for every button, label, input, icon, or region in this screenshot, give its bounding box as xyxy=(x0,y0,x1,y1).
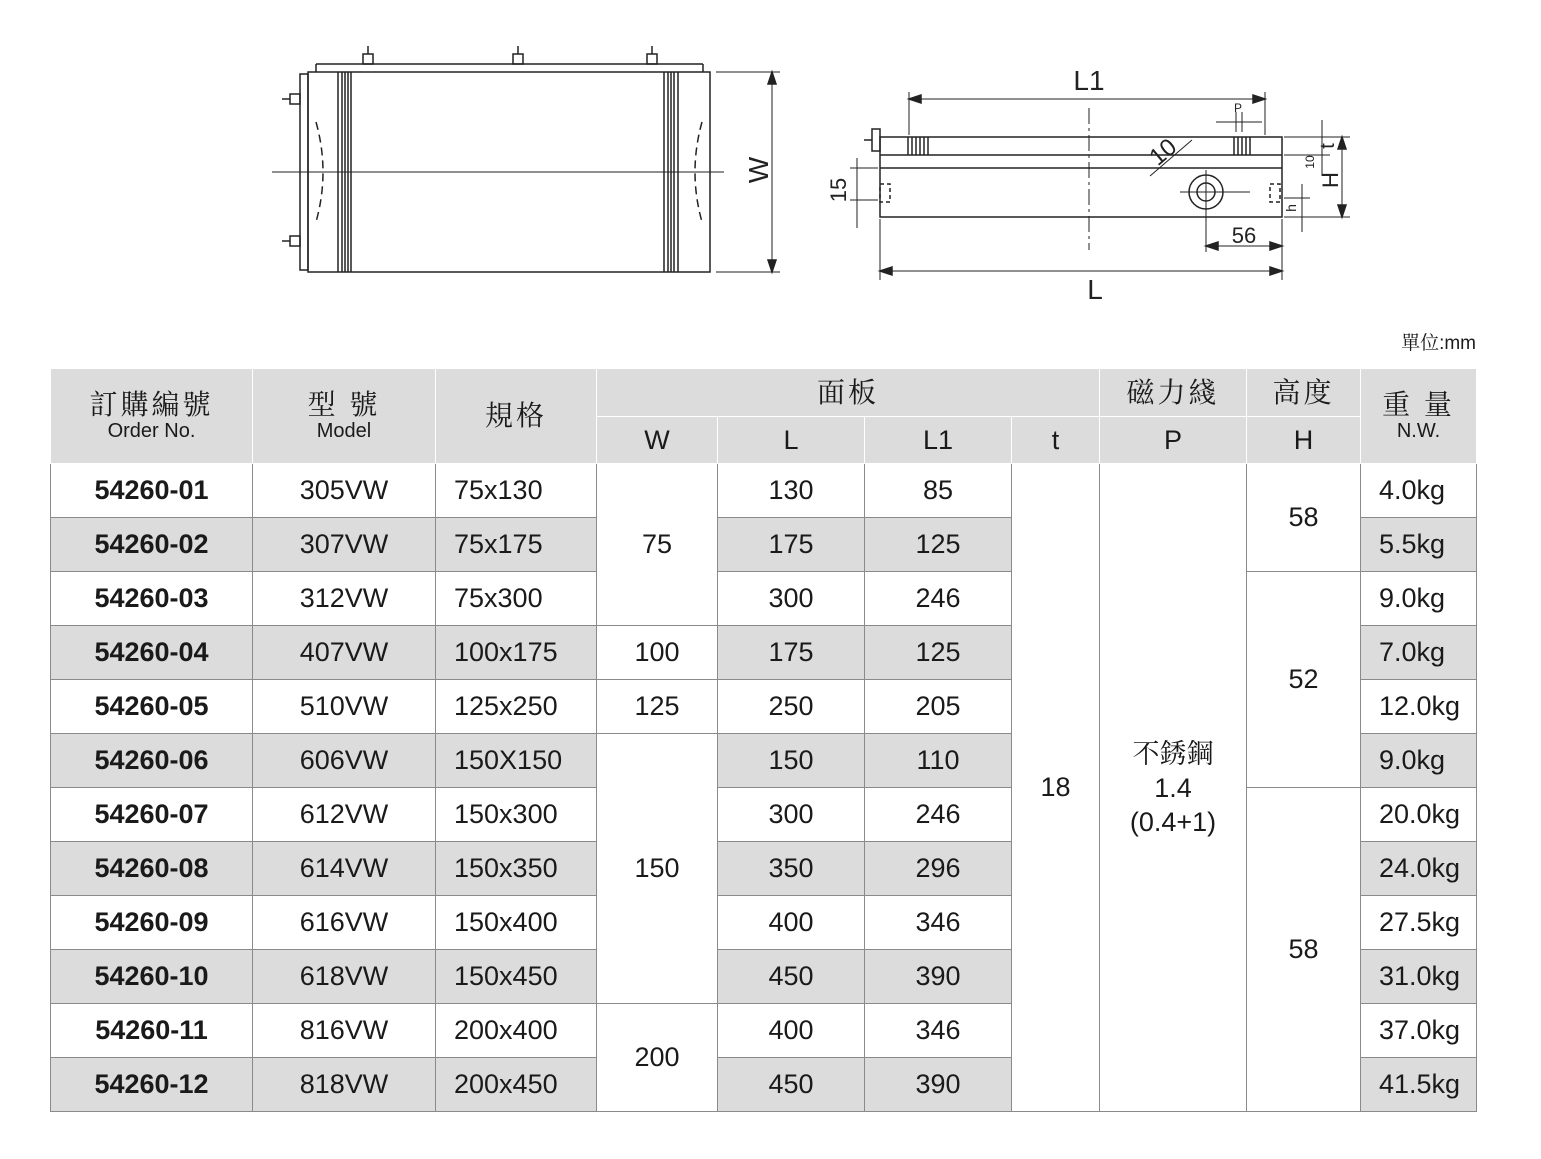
w-cell: 150 xyxy=(597,734,718,1004)
model-cell: 614VW xyxy=(253,842,436,896)
model-cell: 312VW xyxy=(253,572,436,626)
nw-cell: 37.0kg xyxy=(1361,1004,1477,1058)
unit-note: 單位:mm xyxy=(1401,333,1476,354)
model-cell: 818VW xyxy=(253,1058,436,1112)
model-cell: 305VW xyxy=(253,464,436,518)
nw-cell: 9.0kg xyxy=(1361,572,1477,626)
model-cell: 307VW xyxy=(253,518,436,572)
model-cell: 616VW xyxy=(253,896,436,950)
spec-cell: 75x130 xyxy=(436,464,597,518)
model-cell: 510VW xyxy=(253,680,436,734)
order-cell: 54260-10 xyxy=(51,950,253,1004)
l-cell: 450 xyxy=(718,950,865,1004)
header-w: W xyxy=(597,417,718,464)
h-small-dimension-label: h xyxy=(1283,204,1299,212)
header-model-en: Model xyxy=(316,420,372,442)
l-cell: 450 xyxy=(718,1058,865,1112)
side-view xyxy=(850,92,1350,280)
spec-cell: 200x400 xyxy=(436,1004,597,1058)
ten-small-label: 10 xyxy=(1303,155,1317,169)
nw-cell: 5.5kg xyxy=(1361,518,1477,572)
table-row xyxy=(51,788,1477,842)
l1-cell: 125 xyxy=(865,626,1012,680)
nw-cell: 24.0kg xyxy=(1361,842,1477,896)
header-panel-zh: 面板 xyxy=(816,376,879,408)
order-cell: 54260-06 xyxy=(51,734,253,788)
header-weight-en: N.W. xyxy=(1396,420,1441,442)
header-height xyxy=(1247,369,1361,417)
l1-cell: 110 xyxy=(865,734,1012,788)
header-magnet xyxy=(1100,369,1247,417)
model-cell: 407VW xyxy=(253,626,436,680)
w-dimension-label: W xyxy=(743,156,774,184)
model-cell: 606VW xyxy=(253,734,436,788)
header-weight-zh: 重 量 xyxy=(1382,389,1455,420)
t-cell: 18 xyxy=(1012,464,1100,1112)
l1-cell: 346 xyxy=(865,1004,1012,1058)
order-cell: 54260-03 xyxy=(51,572,253,626)
h-cell: 52 xyxy=(1247,572,1361,788)
fiftysix-dimension-label: 56 xyxy=(1231,223,1257,248)
l-cell: 250 xyxy=(718,680,865,734)
ten-angle-label: 10 xyxy=(1144,133,1183,172)
l-cell: 300 xyxy=(718,788,865,842)
fifteen-dimension-label: 15 xyxy=(826,177,851,203)
l-cell: 300 xyxy=(718,572,865,626)
nw-cell: 9.0kg xyxy=(1361,734,1477,788)
header-weight xyxy=(1361,369,1477,464)
order-cell: 54260-11 xyxy=(51,1004,253,1058)
header-model-zh: 型 號 xyxy=(307,389,381,420)
w-cell: 100 xyxy=(597,626,718,680)
header-l1: L1 xyxy=(865,417,1012,464)
l-cell: 175 xyxy=(718,626,865,680)
order-cell: 54260-12 xyxy=(51,1058,253,1112)
l-cell: 350 xyxy=(718,842,865,896)
spec-cell: 150x400 xyxy=(436,896,597,950)
nw-cell: 20.0kg xyxy=(1361,788,1477,842)
spec-cell: 150x300 xyxy=(436,788,597,842)
nw-cell: 4.0kg xyxy=(1361,464,1477,518)
l1-cell: 390 xyxy=(865,950,1012,1004)
h-big-dimension-label: H xyxy=(1318,172,1343,188)
order-cell: 54260-04 xyxy=(51,626,253,680)
w-cell: 75 xyxy=(597,464,718,626)
h-cell: 58 xyxy=(1247,464,1361,572)
header-order-zh: 訂購編號 xyxy=(89,389,214,420)
model-cell: 612VW xyxy=(253,788,436,842)
t-dimension-label: t xyxy=(1317,143,1339,149)
nw-cell: 31.0kg xyxy=(1361,950,1477,1004)
l1-cell: 346 xyxy=(865,896,1012,950)
header-magnet-zh: 磁力綫 xyxy=(1126,376,1220,408)
h-cell: 58 xyxy=(1247,788,1361,1112)
header-height-zh: 高度 xyxy=(1272,376,1335,408)
header-p: P xyxy=(1100,417,1247,464)
l1-dimension-label: L1 xyxy=(1073,65,1105,96)
order-cell: 54260-05 xyxy=(51,680,253,734)
table-row xyxy=(51,464,1477,518)
top-view xyxy=(272,46,780,272)
nw-cell: 12.0kg xyxy=(1361,680,1477,734)
l-cell: 400 xyxy=(718,1004,865,1058)
header-spec-zh: 規格 xyxy=(484,400,547,431)
spec-cell: 125x250 xyxy=(436,680,597,734)
nw-cell: 27.5kg xyxy=(1361,896,1477,950)
spec-table xyxy=(50,368,1477,1112)
model-cell: 816VW xyxy=(253,1004,436,1058)
spec-cell: 200x450 xyxy=(436,1058,597,1112)
header-order-en: Order No. xyxy=(107,420,196,442)
l1-cell: 246 xyxy=(865,572,1012,626)
l-cell: 175 xyxy=(718,518,865,572)
order-cell: 54260-02 xyxy=(51,518,253,572)
l1-cell: 85 xyxy=(865,464,1012,518)
header-model xyxy=(253,369,436,464)
l1-cell: 125 xyxy=(865,518,1012,572)
header-h: H xyxy=(1247,417,1361,464)
header-panel xyxy=(597,369,1100,417)
header-order-no xyxy=(51,369,253,464)
technical-drawing xyxy=(0,0,1541,325)
l1-cell: 390 xyxy=(865,1058,1012,1112)
p-composition: (0.4+1) xyxy=(1129,806,1217,837)
spec-cell: 150x450 xyxy=(436,950,597,1004)
p-dimension-label: P xyxy=(1233,101,1243,115)
spec-cell: 100x175 xyxy=(436,626,597,680)
header-t: t xyxy=(1012,417,1100,464)
spec-cell: 75x300 xyxy=(436,572,597,626)
spec-cell: 75x175 xyxy=(436,518,597,572)
l1-cell: 246 xyxy=(865,788,1012,842)
l1-cell: 205 xyxy=(865,680,1012,734)
order-cell: 54260-01 xyxy=(51,464,253,518)
header-spec xyxy=(436,369,597,464)
l-cell: 400 xyxy=(718,896,865,950)
p-cell xyxy=(1100,464,1247,1112)
table-row xyxy=(51,572,1477,626)
spec-cell: 150x350 xyxy=(436,842,597,896)
w-cell: 125 xyxy=(597,680,718,734)
header-l: L xyxy=(718,417,865,464)
order-cell: 54260-08 xyxy=(51,842,253,896)
order-cell: 54260-09 xyxy=(51,896,253,950)
nw-cell: 7.0kg xyxy=(1361,626,1477,680)
l-cell: 130 xyxy=(718,464,865,518)
l-cell: 150 xyxy=(718,734,865,788)
spec-cell: 150X150 xyxy=(436,734,597,788)
order-cell: 54260-07 xyxy=(51,788,253,842)
w-cell: 200 xyxy=(597,1004,718,1112)
l1-cell: 296 xyxy=(865,842,1012,896)
l-dimension-label: L xyxy=(1087,274,1103,305)
p-material: 不銹鋼 xyxy=(1132,738,1214,769)
model-cell: 618VW xyxy=(253,950,436,1004)
p-value: 1.4 xyxy=(1154,772,1192,803)
nw-cell: 41.5kg xyxy=(1361,1058,1477,1112)
